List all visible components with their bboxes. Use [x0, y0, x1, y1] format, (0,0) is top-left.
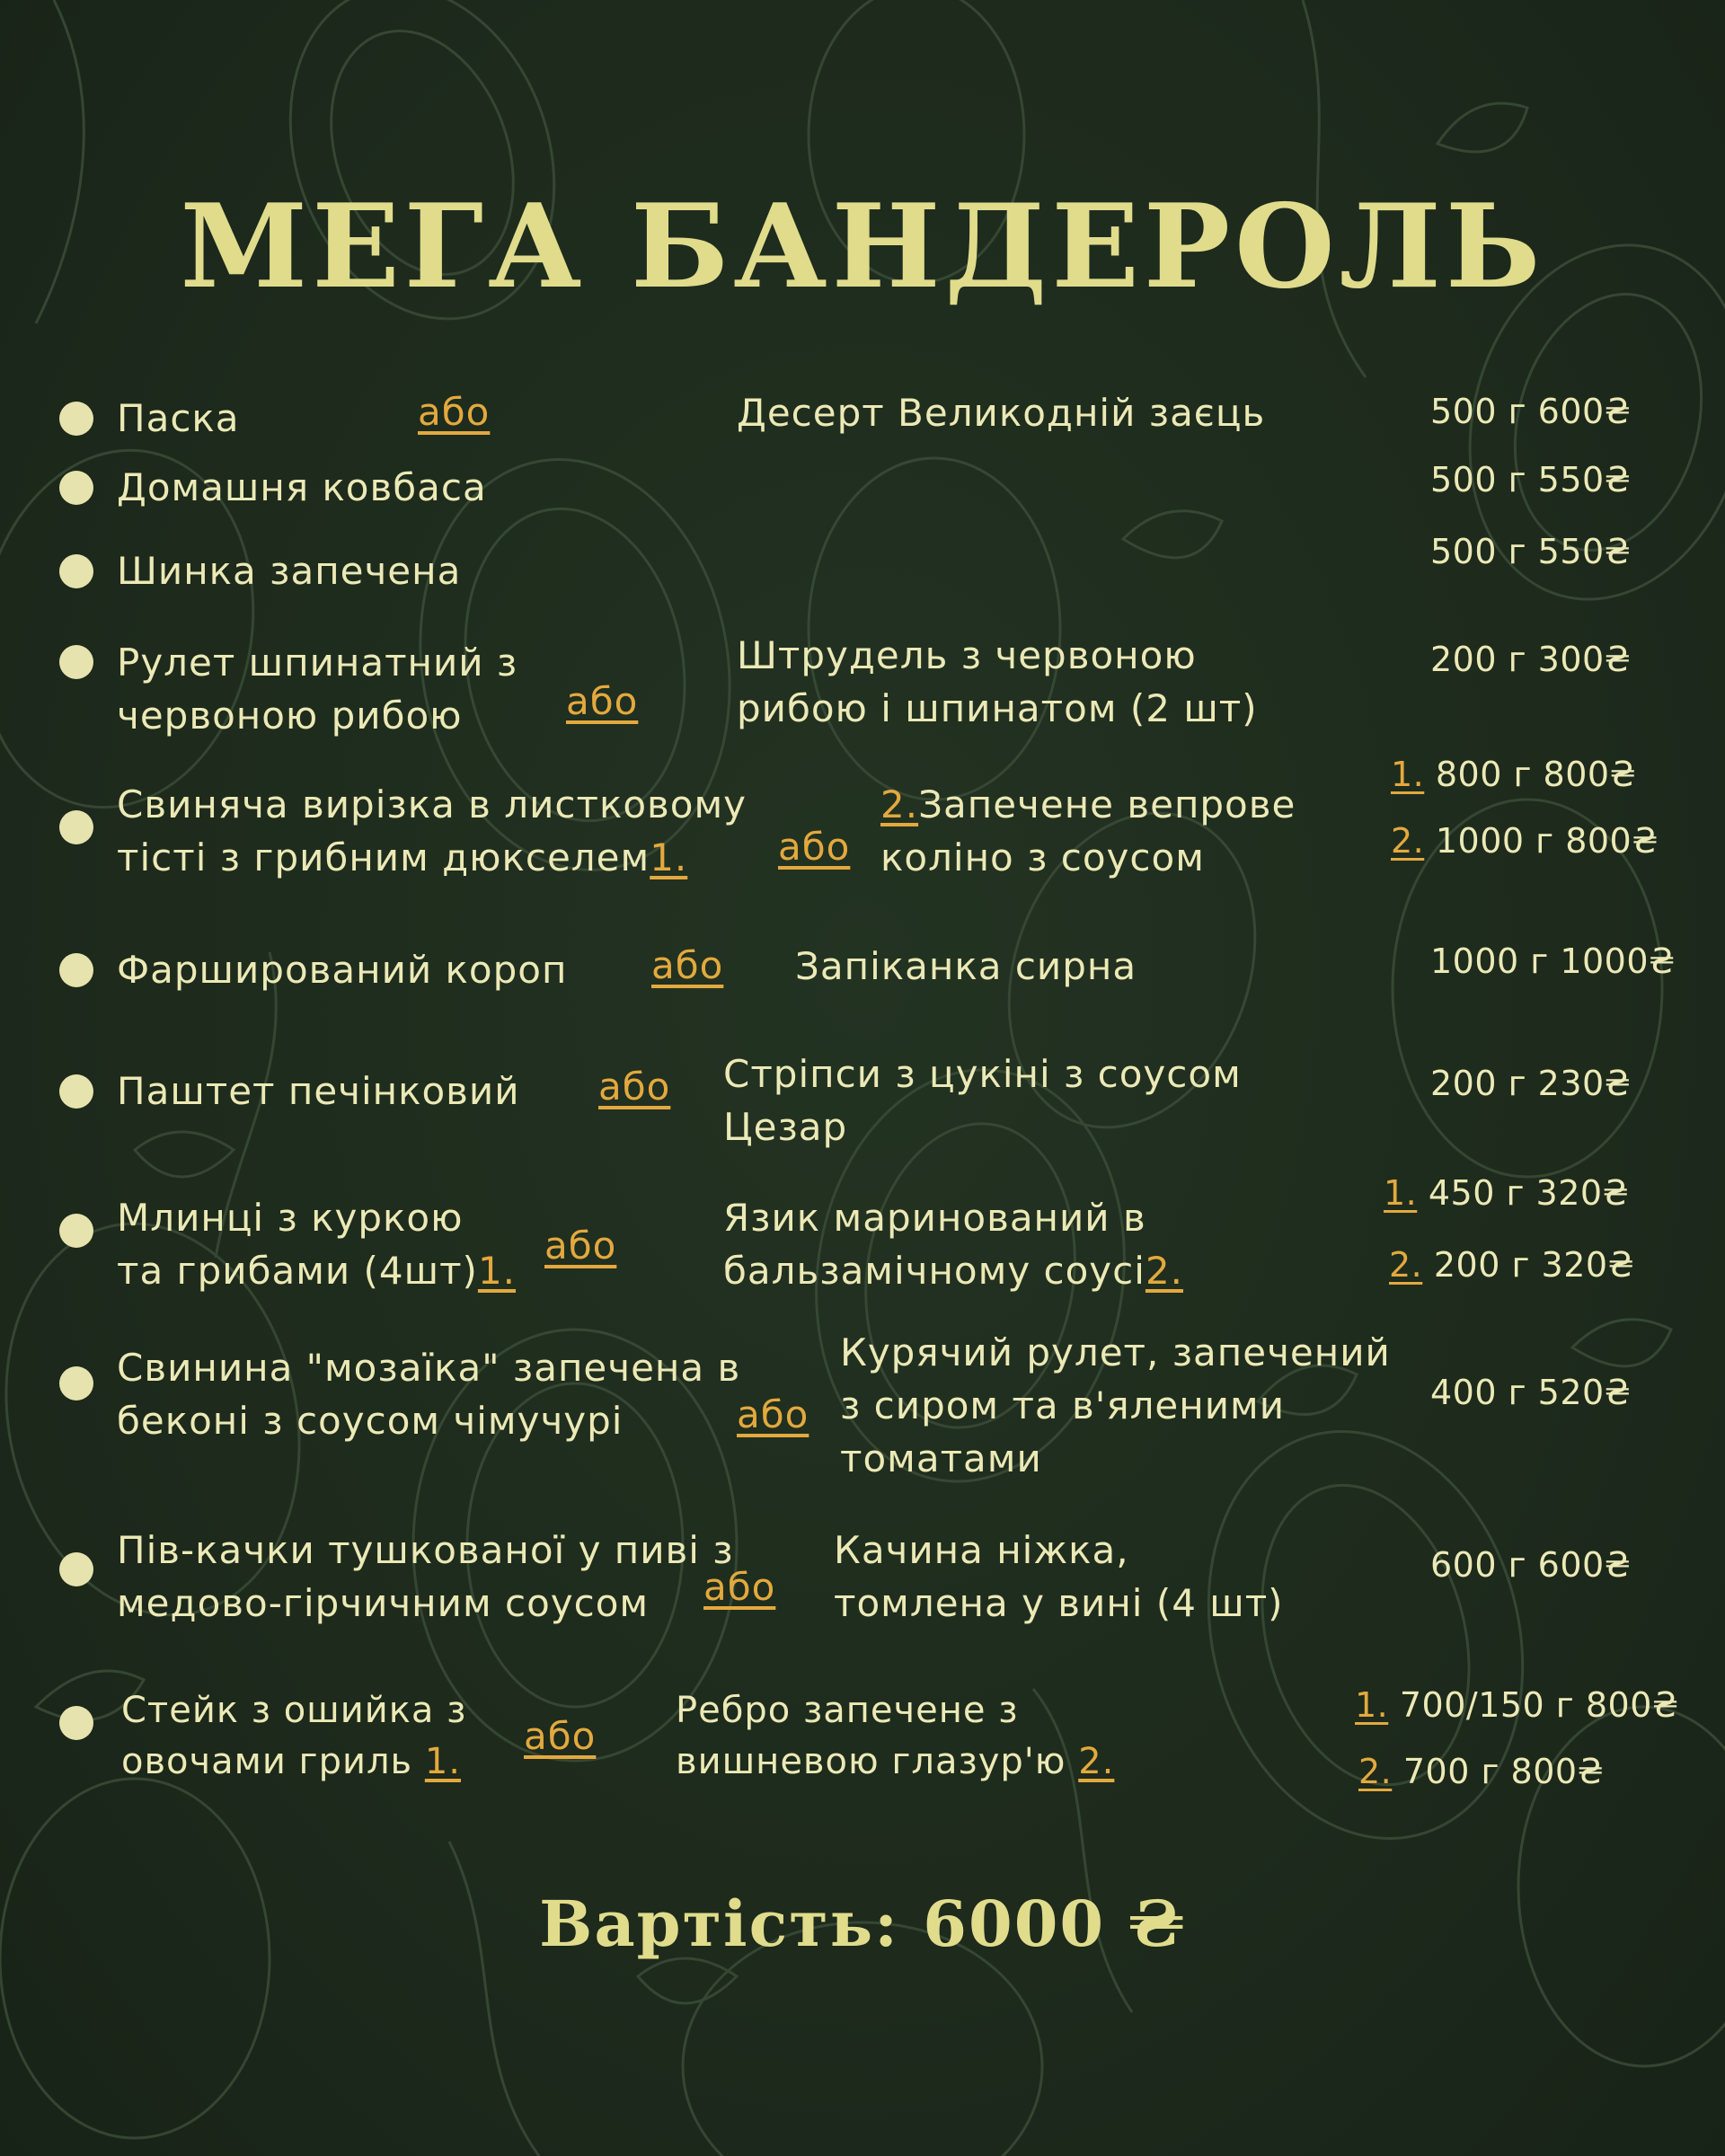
bullet-icon	[59, 554, 93, 588]
item-left: Паска	[117, 396, 240, 440]
item-left: Домашня ковбаса	[117, 465, 487, 509]
option-number: 1.	[1391, 755, 1425, 794]
or-label: або	[651, 943, 724, 987]
price-value: 600 г 600₴	[1430, 1545, 1632, 1585]
item-left: Рулет шпинатний з червоною рибою	[117, 641, 518, 738]
item-price	[1430, 640, 1632, 679]
price-value: 700 г 800₴	[1402, 1752, 1605, 1791]
item-price	[1430, 532, 1632, 571]
item-left	[121, 1685, 466, 1788]
item-left-text: Стейк з ошийка з овочами гриль	[121, 1690, 467, 1782]
total-price: Вартість: 6000 ₴	[539, 1886, 1186, 1961]
bullet-icon	[59, 1366, 93, 1401]
item-left	[117, 778, 747, 884]
item-price	[1430, 460, 1632, 499]
bullet-icon	[59, 402, 93, 436]
or-label: або	[703, 1565, 776, 1609]
item-right: Десерт Великодній заєць	[737, 391, 1266, 435]
item-left	[117, 1191, 516, 1297]
item-left-text: Свиняча вирізка в листковому тісті з грибним дюкселем	[117, 782, 748, 879]
option-number: 1.	[477, 1249, 517, 1293]
price-value: 1000 г 1000₴	[1430, 941, 1676, 981]
or-label: або	[778, 825, 851, 869]
item-left: Шинка запечена	[117, 549, 462, 593]
item-price	[1384, 1173, 1629, 1213]
price-value: 1000 г 800₴	[1435, 821, 1659, 861]
option-number: 2.	[1078, 1741, 1115, 1782]
price-value: 500 г 550₴	[1430, 532, 1632, 571]
option-number: 1.	[1355, 1685, 1389, 1725]
or-label: або	[566, 679, 639, 723]
bullet-icon	[59, 1706, 93, 1740]
item-price	[1358, 1752, 1604, 1791]
price-value: 200 г 300₴	[1430, 640, 1632, 679]
option-number: 2.	[1145, 1249, 1184, 1293]
bullet-icon	[59, 1552, 93, 1586]
price-value: 200 г 230₴	[1430, 1064, 1632, 1103]
item-right: Штрудель з червоною рибою і шпинатом (2 шт)	[737, 633, 1258, 730]
item-right	[676, 1685, 1114, 1788]
item-left-text: Млинці з куркою та грибами (4шт)	[117, 1196, 478, 1293]
or-label: або	[598, 1065, 671, 1109]
item-right: Стріпси з цукіні з соусом Цезар	[723, 1052, 1242, 1149]
item-right	[880, 778, 1296, 884]
item-price	[1430, 941, 1676, 981]
item-right-text: Запечене вепрове коліно з соусом	[880, 782, 1296, 879]
bullet-icon	[59, 645, 93, 679]
item-price	[1430, 392, 1632, 431]
option-number: 2.	[1389, 1245, 1423, 1285]
option-number: 1.	[424, 1741, 461, 1782]
bullet-icon	[59, 1074, 93, 1109]
price-value: 500 г 600₴	[1430, 392, 1632, 431]
item-right-text: Ребро запечене з вишневою глазур'ю	[676, 1690, 1066, 1782]
price-value: 800 г 800₴	[1435, 755, 1637, 794]
item-right: Качина ніжка, томлена у вині (4 шт)	[834, 1528, 1284, 1625]
item-right: Запіканка сирна	[795, 944, 1137, 988]
menu-title: МЕГА БАНДЕРОЛЬ	[180, 180, 1545, 314]
bullet-icon	[59, 1214, 93, 1248]
bullet-icon	[59, 953, 93, 987]
price-value: 400 г 520₴	[1430, 1373, 1632, 1412]
item-price	[1355, 1685, 1679, 1725]
item-price	[1430, 1373, 1632, 1412]
item-price	[1430, 1545, 1632, 1585]
item-price	[1391, 755, 1636, 794]
item-right	[723, 1191, 1183, 1297]
item-left: Фарширований короп	[117, 948, 568, 992]
bullet-icon	[59, 471, 93, 505]
item-right: Курячий рулет, запечений з сиром та в'яленими томатами	[840, 1330, 1391, 1480]
item-price	[1389, 1245, 1634, 1285]
item-price	[1430, 1064, 1632, 1103]
option-number: 1.	[650, 835, 688, 879]
price-value: 450 г 320₴	[1428, 1173, 1630, 1213]
option-number: 2.	[1358, 1752, 1393, 1791]
or-label: або	[524, 1714, 597, 1758]
price-value: 700/150 г 800₴	[1399, 1685, 1679, 1725]
option-number: 2.	[1391, 821, 1425, 861]
price-value: 200 г 320₴	[1433, 1245, 1635, 1285]
or-label: або	[737, 1392, 809, 1436]
option-number: 1.	[1384, 1173, 1418, 1213]
or-label: або	[418, 390, 491, 434]
bullet-icon	[59, 810, 93, 844]
item-right-text: Язик маринований в бальзамічному соусі	[723, 1196, 1146, 1293]
option-number: 2.	[880, 782, 919, 826]
or-label: або	[544, 1224, 617, 1268]
item-left: Свинина "мозаїка" запечена в беконі з соусом чімучурі	[117, 1346, 741, 1443]
price-value: 500 г 550₴	[1430, 460, 1632, 499]
item-left: Пів-качки тушкованої у пиві з медово-гірчичним соусом	[117, 1528, 734, 1625]
item-price	[1391, 821, 1659, 861]
item-left: Паштет печінковий	[117, 1069, 520, 1113]
